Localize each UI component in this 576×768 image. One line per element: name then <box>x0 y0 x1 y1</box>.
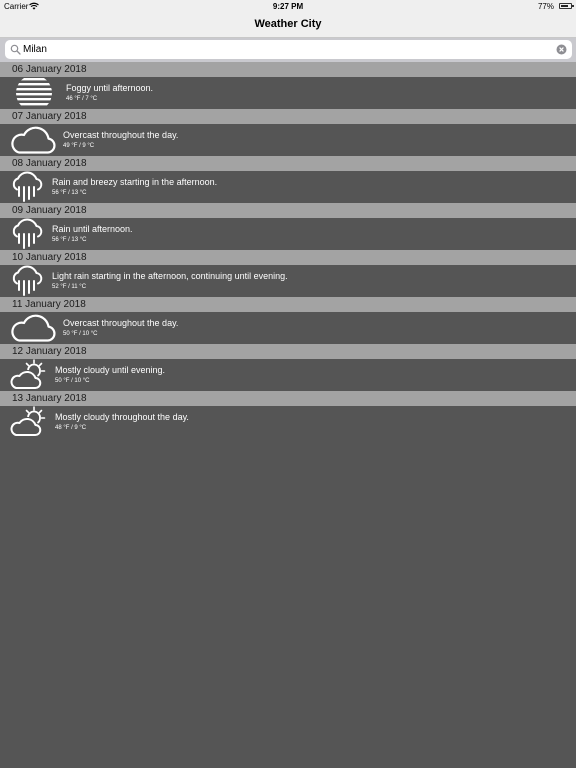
search-icon <box>10 44 21 55</box>
forecast-summary: Rain until afternoon. <box>52 224 133 234</box>
forecast-row[interactable] <box>0 265 576 297</box>
forecast-temperature: 46 °F / 7 °C <box>66 96 98 102</box>
section-header-date: 06 January 2018 <box>0 62 576 77</box>
section-header-date: 11 January 2018 <box>0 297 576 312</box>
clock: 9:27 PM <box>272 2 304 11</box>
forecast-row[interactable] <box>0 406 576 438</box>
battery-percentage: 77% <box>537 2 554 11</box>
battery-level <box>561 5 568 7</box>
forecast-summary: Rain and breezy starting in the afternoon. <box>52 177 218 187</box>
section-header-date: 08 January 2018 <box>0 156 576 171</box>
section-header-date: 13 January 2018 <box>0 391 576 406</box>
forecast-summary: Foggy until afternoon. <box>66 83 154 93</box>
battery-nub <box>572 5 574 7</box>
navigation-bar <box>0 13 576 38</box>
cloud-icon <box>10 124 56 156</box>
rain-icon <box>10 265 44 297</box>
forecast-summary: Light rain starting in the afternoon, continuing until evening. <box>52 271 288 281</box>
forecast-summary: Mostly cloudy throughout the day. <box>55 412 189 422</box>
forecast-temperature: 50 °F / 10 °C <box>63 331 98 337</box>
forecast-row[interactable] <box>0 218 576 250</box>
forecast-row[interactable] <box>0 124 576 156</box>
battery-icon <box>559 3 572 9</box>
forecast-temperature: 56 °F / 13 °C <box>52 237 87 243</box>
carrier-label: Carrier <box>4 2 29 11</box>
search-field[interactable] <box>5 40 572 59</box>
forecast-row[interactable] <box>0 171 576 203</box>
section-header-date: 12 January 2018 <box>0 344 576 359</box>
search-bar <box>0 38 576 62</box>
forecast-summary: Mostly cloudy until evening. <box>55 365 166 375</box>
forecast-temperature: 50 °F / 10 °C <box>55 378 90 384</box>
forecast-row[interactable] <box>0 359 576 391</box>
forecast-summary: Overcast throughout the day. <box>63 318 179 328</box>
forecast-temperature: 52 °F / 11 °C <box>52 284 87 290</box>
forecast-row[interactable] <box>0 77 576 109</box>
partly-cloudy-icon <box>10 406 48 438</box>
forecast-summary: Overcast throughout the day. <box>63 130 179 140</box>
forecast-list <box>0 62 576 438</box>
fog-icon <box>10 77 58 109</box>
forecast-row[interactable] <box>0 312 576 344</box>
section-header-date: 10 January 2018 <box>0 250 576 265</box>
rain-icon <box>10 218 44 250</box>
partly-cloudy-icon <box>10 359 48 391</box>
cloud-icon <box>10 312 56 344</box>
forecast-temperature: 48 °F / 9 °C <box>55 425 87 431</box>
forecast-temperature: 56 °F / 13 °C <box>52 190 87 196</box>
section-header-date: 09 January 2018 <box>0 203 576 218</box>
clear-search-icon[interactable] <box>556 44 567 55</box>
forecast-temperature: 49 °F / 9 °C <box>63 143 95 149</box>
status-bar <box>0 0 576 13</box>
page-title: Weather City <box>254 18 322 30</box>
section-header-date: 07 January 2018 <box>0 109 576 124</box>
rain-icon <box>10 171 44 203</box>
search-input[interactable] <box>21 41 543 58</box>
